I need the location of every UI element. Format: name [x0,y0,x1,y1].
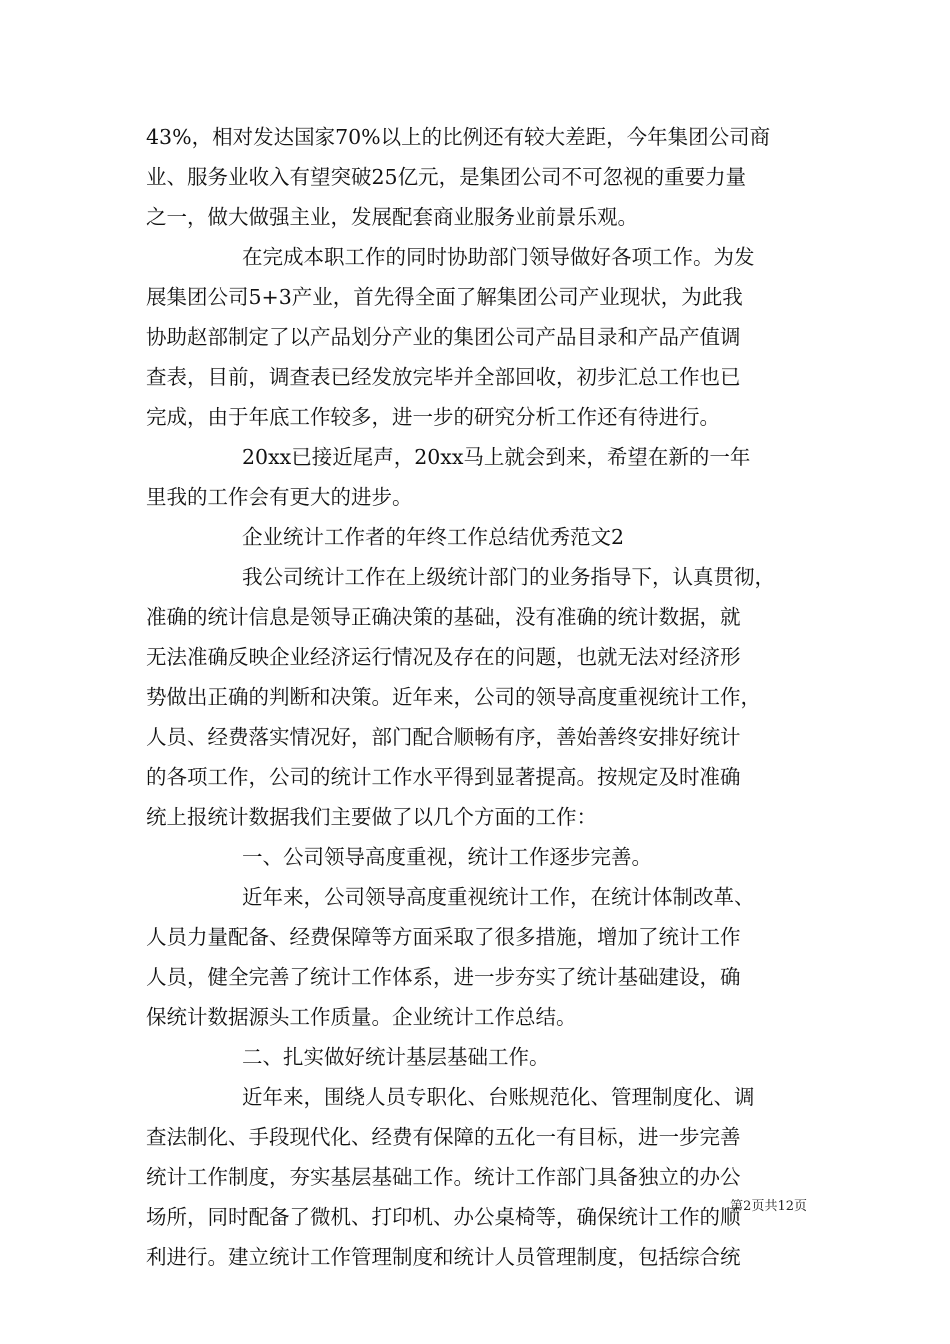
text-line: 完成，由于年底工作较多，进一步的研究分析工作还有待进行。 [146,405,720,429]
text-line: 人员、经费落实情况好，部门配合顺畅有序，善始善终安排好统计 [146,725,741,749]
text-line: 业、服务业收入有望突破25亿元，是集团公司不可忽视的重要力量 [146,165,747,189]
text-line: 人员，健全完善了统计工作体系，进一步夯实了统计基础建设，确 [146,965,741,989]
subheading: 一、公司领导高度重视，统计工作逐步完善。 [242,845,652,869]
text-line: 协助赵部制定了以产品划分产业的集团公司产品目录和产品产值调 [146,325,741,349]
text-line: 场所，同时配备了微机、打印机、办公桌椅等，确保统计工作的顺 [146,1205,741,1229]
text-line: 查法制化、手段现代化、经费有保障的五化一有目标，进一步完善 [146,1125,741,1149]
text-line: 之一，做大做强主业，发展配套商业服务业前景乐观。 [146,205,638,229]
paragraph-start-line: 我公司统计工作在上级统计部门的业务指导下，认真贯彻， [242,565,775,589]
document-body [146,117,806,1277]
paragraph-start-line: 近年来，公司领导高度重视统计工作，在统计体制改革、 [242,885,755,909]
page-number-footer: 第2页共12页 [730,1199,807,1214]
text-line: 统上报统计数据我们主要做了以几个方面的工作： [146,805,597,829]
text-line: 保统计数据源头工作质量。企业统计工作总结。 [146,1005,577,1029]
text-line: 利进行。建立统计工作管理制度和统计人员管理制度，包括综合统 [146,1245,741,1269]
paragraph-start-line: 在完成本职工作的同时协助部门领导做好各项工作。为发 [242,245,755,269]
text-line: 里我的工作会有更大的进步。 [146,485,413,509]
text-line: 无法准确反映企业经济运行情况及存在的问题，也就无法对经济形 [146,645,741,669]
text-line: 统计工作制度，夯实基层基础工作。统计工作部门具备独立的办公 [146,1165,741,1189]
text-line: 势做出正确的判断和决策。近年来，公司的领导高度重视统计工作， [146,685,761,709]
text-line: 43%，相对发达国家70%以上的比例还有较大差距，今年集团公司商 [146,125,771,149]
paragraph-start-line: 20xx已接近尾声，20xx马上就会到来，希望在新的一年 [242,445,751,469]
paragraph-start-line: 近年来，围绕人员专职化、台账规范化、管理制度化、调 [242,1085,755,1109]
subheading: 二、扎实做好统计基层基础工作。 [242,1045,550,1069]
section-title: 企业统计工作者的年终工作总结优秀范文2 [242,525,625,549]
text-line: 人员力量配备、经费保障等方面采取了很多措施，增加了统计工作 [146,925,741,949]
text-line: 准确的统计信息是领导正确决策的基础，没有准确的统计数据，就 [146,605,741,629]
text-line: 查表，目前，调查表已经发放完毕并全部回收，初步汇总工作也已 [146,365,741,389]
text-line: 展集团公司5+3产业，首先得全面了解集团公司产业现状，为此我 [146,285,743,309]
text-line: 的各项工作，公司的统计工作水平得到显著提高。按规定及时准确 [146,765,741,789]
